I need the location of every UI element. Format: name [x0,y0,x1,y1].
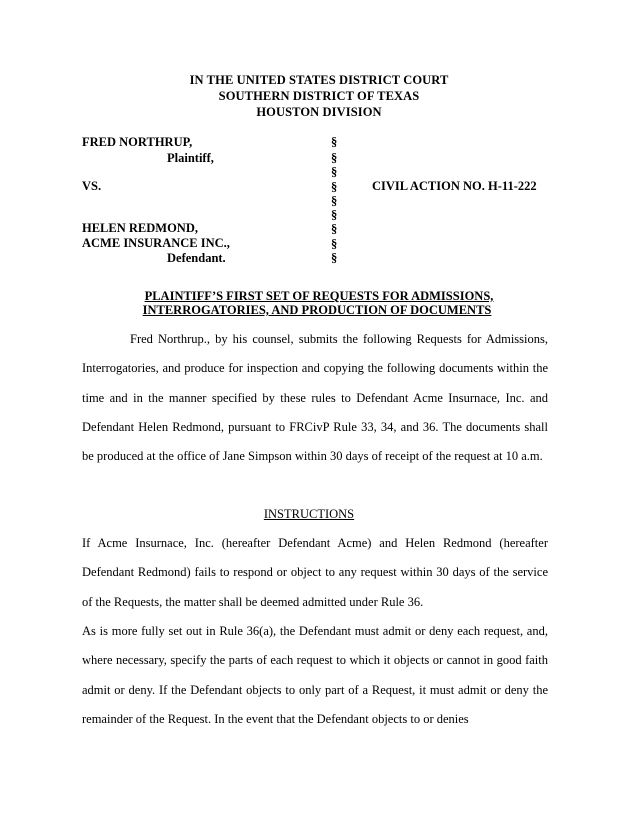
court-name-line: IN THE UNITED STATES DISTRICT COURT [189,73,449,87]
section-mark: § [331,151,338,165]
instructions-paragraph-2: As is more fully set out in Rule 36(a), the Defendant must admit or deny each request, and, where necessary, specify the parts of each request to which it objects or cannot in good faith admit or deny. If the Defendant objects to only part of a Request, it must admit or deny the remainder of the Request. In the event that the Defendant objects to or denies [82,624,548,726]
section-mark: § [331,135,338,149]
plaintiff-role: Plaintiff, [167,151,214,165]
defendant-role: Defendant. [167,251,226,265]
district-line: SOUTHERN DISTRICT OF TEXAS [218,89,420,103]
civil-action-number: CIVIL ACTION NO. H-11-222 [372,179,537,193]
plaintiff-name: FRED NORTHRUP, [82,135,193,149]
section-mark: § [331,180,338,194]
defendant-name-1: HELEN REDMOND, [82,221,198,235]
instructions-heading: INSTRUCTIONS [263,507,355,521]
versus-label: VS. [82,179,102,193]
intro-paragraph: Fred Northrup., by his counsel, submits the following Requests for Admissions, Interrogatories, and produce for inspection and copying the following documents within the time and in the manner specified by these rules to Defendant Acme Insurnace, Inc. and Defendant Helen Redmond, pursuant to FRCivP Rule 33, 34, and 36. The documents shall be produced at the office of Jane Simpson within 30 days of receipt of the request at 10 a.m. [82,332,548,464]
section-mark: § [331,165,338,179]
document-title-line-1: PLAINTIFF’S FIRST SET OF REQUESTS FOR ADMISSIONS, [144,289,494,303]
section-mark: § [331,194,338,208]
section-mark: § [331,222,338,236]
defendant-name-2: ACME INSURANCE INC., [82,236,230,250]
section-mark: § [331,208,338,222]
division-line: HOUSTON DIVISION [256,105,382,119]
section-mark: § [331,237,338,251]
instructions-paragraph-1: If Acme Insurnace, Inc. (hereafter Defendant Acme) and Helen Redmond (hereafter Defendant Redmond) fails to respond or object to any request within 30 days of the service of the Requests, the matter shall be deemed admitted under Rule 36. [82,536,548,609]
document-title-line-2: INTERROGATORIES, AND PRODUCTION OF DOCUMENTS [142,303,492,317]
section-mark: § [331,251,338,265]
